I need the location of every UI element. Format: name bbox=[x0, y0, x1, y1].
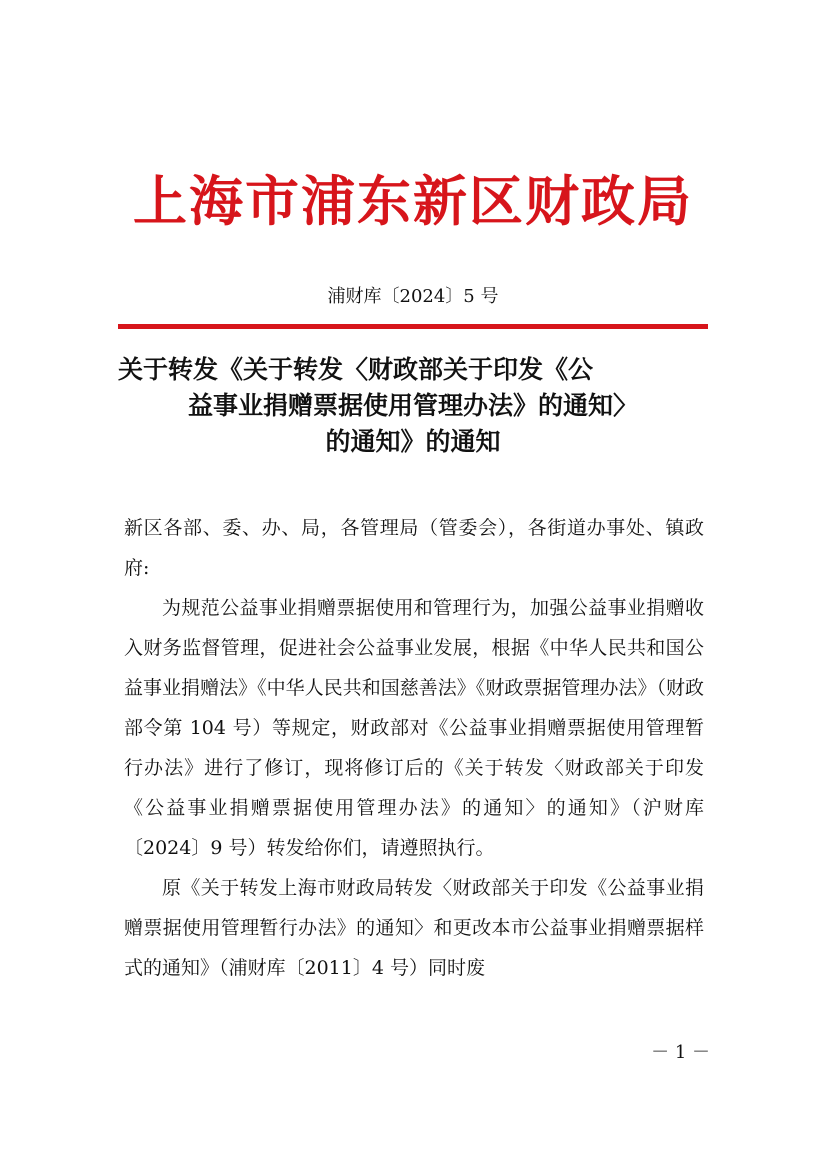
page-number: － 1 － bbox=[651, 1042, 710, 1063]
title-line-1: 关于转发《关于转发〈财政部关于印发《公 bbox=[118, 355, 594, 384]
document-number: 浦财库〔2024〕5 号 bbox=[327, 286, 499, 307]
salutation: 新区各部、委、办、局，各管理局（管委会），各街道办事处、镇政府: bbox=[124, 517, 704, 579]
title-line-3: 的通知》的通知 bbox=[325, 427, 501, 456]
body-paragraph: 原《关于转发上海市财政局转发〈财政部关于印发《公益事业捐赠票据使用管理暂行办法》的通知〉和更改本市公益事业捐赠票据样式的通知》（浦财库〔2011〕4 号）同时废 bbox=[124, 877, 704, 979]
issuing-authority-header: 上海市浦东新区财政局 bbox=[133, 169, 693, 233]
red-separator-line bbox=[118, 324, 708, 329]
body-paragraph: 为规范公益事业捐赠票据使用和管理行为，加强公益事业捐赠收入财务监督管理，促进社会公益事业发展，根据《中华人民共和国公益事业捐赠法》《中华人民共和国慈善法》《财政票据管理办法》（财政部令第 104 号）等规定，财政部对《公益事业捐赠票据使用管理暂行办法》进行了修订，现将修订后的《关于转发〈财政部关于印发《公益事业捐赠票据使用管理办法》的通知〉的通知》（沪财库〔2024〕9 号）转发给你们，请遵照执行。 bbox=[124, 597, 704, 859]
document-body bbox=[124, 508, 704, 988]
title-line-2: 益事业捐赠票据使用管理办法》的通知〉 bbox=[187, 391, 638, 420]
document-title bbox=[118, 352, 708, 460]
